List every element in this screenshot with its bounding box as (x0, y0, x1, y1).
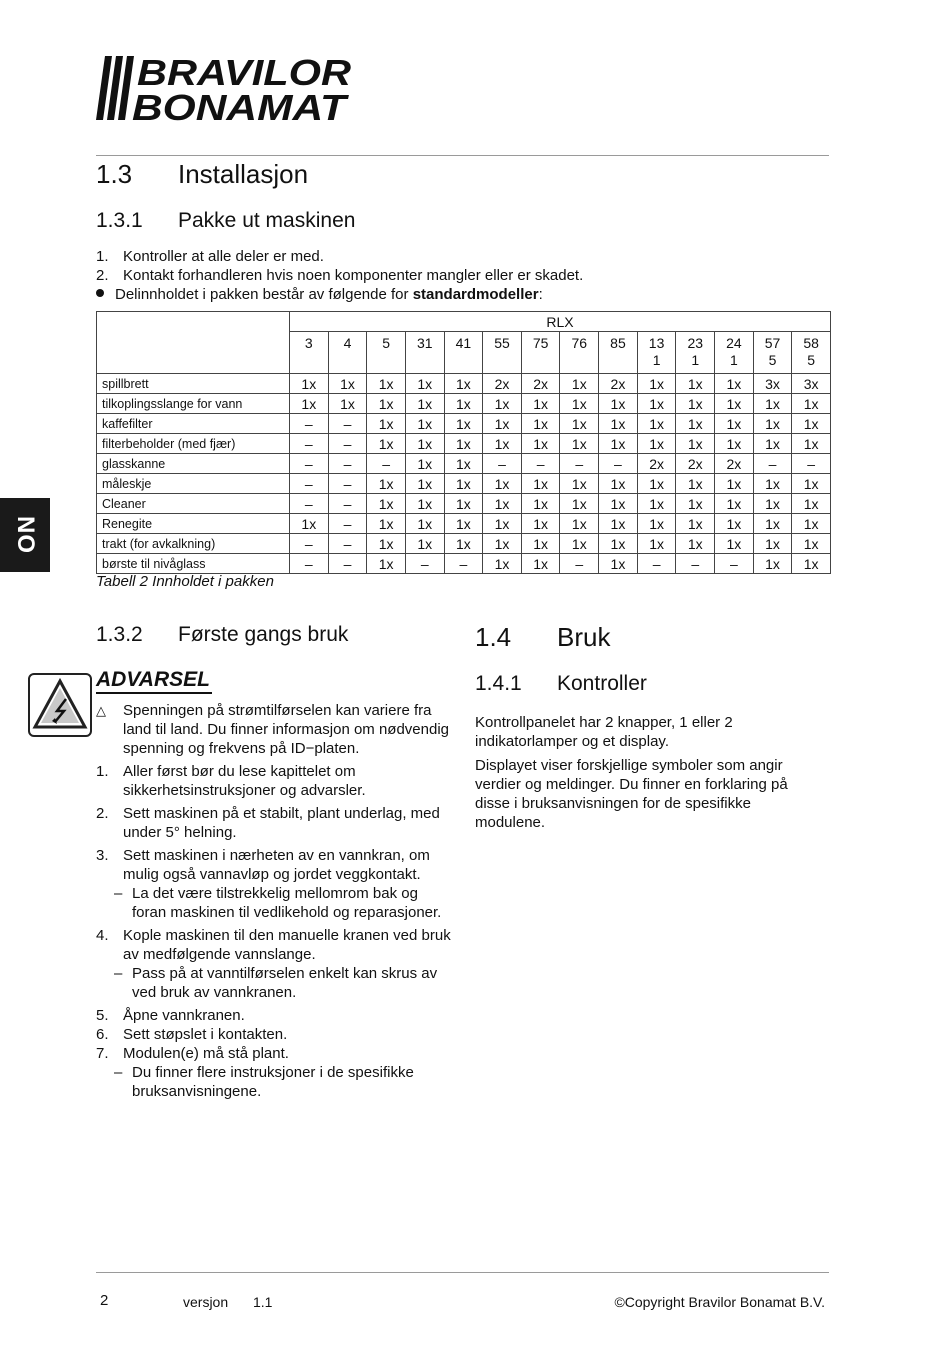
model-header (599, 332, 638, 374)
table-cell: 1x (637, 434, 676, 454)
table-cell: – (290, 554, 329, 574)
table-cell: 1x (560, 514, 599, 534)
table-cell: 1x (405, 474, 444, 494)
table-cell: 1x (521, 394, 560, 414)
table-cell: – (328, 454, 367, 474)
footer-rule (96, 1272, 829, 1273)
table-cell: – (328, 414, 367, 434)
subsection-number: 1.3.2 (96, 623, 143, 646)
step-number: 2. (96, 805, 109, 822)
first-use-steps (96, 701, 456, 1105)
warning-note-text: Spenningen på strømtilførselen kan variere fra land til land. Du finner informasjon om nødvendig spenning og frekvens på ID−platen. (123, 702, 450, 757)
table-corner-cell (97, 312, 290, 374)
step-subitem-text: Pass på at vanntilførselen enkelt kan skrus av ved bruk av vannkranen. (132, 965, 438, 1001)
table-cell: – (753, 454, 792, 474)
table-cell: 1x (715, 374, 754, 394)
table-cell: 1x (521, 494, 560, 514)
table-cell: – (676, 554, 715, 574)
table-cell: 1x (483, 434, 522, 454)
table-cell: 1x (599, 414, 638, 434)
table-cell: 1x (405, 434, 444, 454)
table-cell: – (715, 554, 754, 574)
table-cell: 1x (290, 394, 329, 414)
model-header (290, 332, 329, 374)
table-cell: 1x (637, 514, 676, 534)
table-cell: 1x (560, 374, 599, 394)
model-header (483, 332, 522, 374)
list-text: Kontakt forhandleren hvis noen komponenter mangler eller er skadet. (123, 267, 584, 284)
table-body (97, 374, 831, 574)
table-cell: 1x (483, 514, 522, 534)
table-cell: – (599, 454, 638, 474)
table-cell: 1x (444, 534, 483, 554)
bullet-item (96, 285, 826, 304)
table-cell: 1x (637, 374, 676, 394)
table-cell: – (328, 434, 367, 454)
table-cell: 1x (444, 454, 483, 474)
table-cell: 1x (290, 374, 329, 394)
table-cell: – (405, 554, 444, 574)
model-header (367, 332, 406, 374)
step-subitem-text: Du finner flere instruksjoner i de spesifikke bruksanvisningene. (132, 1064, 414, 1100)
table-cell: 3x (753, 374, 792, 394)
unpack-instructions (96, 247, 826, 304)
list-text: Kontroller at alle deler er med. (123, 248, 324, 265)
table-cell: 1x (483, 534, 522, 554)
model-header (637, 332, 676, 374)
table-cell: – (328, 514, 367, 534)
model-header (676, 332, 715, 374)
table-cell: – (792, 454, 831, 474)
table-cell: 1x (560, 494, 599, 514)
step-list (96, 762, 456, 1105)
model-number-line1: 58 (803, 335, 819, 351)
table-cell: 1x (792, 394, 831, 414)
table-cell: 1x (560, 414, 599, 434)
row-label: måleskje (97, 474, 290, 494)
table-row (97, 434, 831, 454)
bullet-text-end: : (538, 286, 543, 303)
table-cell: 1x (676, 534, 715, 554)
table-cell: – (637, 554, 676, 574)
model-header (405, 332, 444, 374)
table-cell: 1x (715, 414, 754, 434)
table-cell: 1x (367, 414, 406, 434)
bullet-text-start: Delinnholdet i pakken består av følgende for (115, 286, 413, 303)
model-number-line1: 23 (687, 335, 704, 351)
table-cell: 1x (405, 494, 444, 514)
bullet-dot-icon (96, 289, 104, 297)
step-item (96, 1044, 456, 1063)
table-row (97, 494, 831, 514)
subsection-number: 1.3.1 (96, 209, 143, 232)
table-cell: 1x (560, 534, 599, 554)
table-cell: 1x (676, 434, 715, 454)
table-cell: 1x (444, 494, 483, 514)
warning-icon-box (28, 673, 92, 737)
table-cell: – (290, 414, 329, 434)
model-header (328, 332, 367, 374)
row-label: børste til nivåglass (97, 554, 290, 574)
section-number: 1.3 (96, 159, 133, 189)
row-label: Renegite (97, 514, 290, 534)
page-number: 2 (100, 1292, 109, 1309)
table-cell: – (328, 494, 367, 514)
step-number: 1. (96, 763, 109, 780)
table-cell: 1x (405, 534, 444, 554)
table-cell: 1x (715, 474, 754, 494)
list-number: 1. (96, 248, 109, 265)
table-cell: 2x (637, 454, 676, 474)
spacer (96, 1101, 456, 1105)
table-cell: 1x (483, 394, 522, 414)
table-cell: 1x (792, 514, 831, 534)
table-cell: 1x (792, 474, 831, 494)
table-cell: – (328, 554, 367, 574)
step-number: 7. (96, 1045, 109, 1062)
table-cell: 1x (483, 494, 522, 514)
table-cell: 1x (599, 534, 638, 554)
header-rule (96, 155, 829, 156)
model-header (560, 332, 599, 374)
table-cell: – (290, 534, 329, 554)
step-item (96, 762, 456, 800)
step-subitem (96, 964, 456, 1002)
dash-marker: – (114, 885, 123, 902)
table-cell: 3x (792, 374, 831, 394)
table-cell: 1x (637, 494, 676, 514)
dash-marker: – (114, 965, 123, 982)
table-cell: 1x (444, 414, 483, 434)
table-cell: 1x (599, 394, 638, 414)
table-cell: 1x (637, 534, 676, 554)
table-cell: 1x (637, 394, 676, 414)
step-number: 3. (96, 847, 109, 864)
warning-note-symbol: △ (96, 703, 106, 718)
version-number: 1.1 (253, 1294, 273, 1310)
step-item (96, 1006, 456, 1025)
step-item (96, 804, 456, 842)
model-number-line1: 85 (610, 335, 626, 351)
table-cell: 1x (405, 394, 444, 414)
table-caption: Tabell 2 Innholdet i pakken (96, 573, 274, 590)
table-cell: 1x (444, 434, 483, 454)
language-tab-label: NO (12, 516, 39, 554)
model-header (792, 332, 831, 374)
table-cell: – (444, 554, 483, 574)
table-cell: 1x (444, 394, 483, 414)
table-cell: 1x (637, 414, 676, 434)
table-cell: 1x (444, 474, 483, 494)
table-cell: – (290, 474, 329, 494)
table-cell: 1x (792, 534, 831, 554)
table-cell: 1x (637, 474, 676, 494)
table-cell: 1x (290, 514, 329, 534)
table-cell: 1x (521, 474, 560, 494)
table-cell: 1x (715, 494, 754, 514)
step-text: Sett maskinen i nærheten av en vannkran, om mulig også vannavløp og jordet veggkontakt. (123, 847, 430, 883)
model-header (753, 332, 792, 374)
controls-description (475, 713, 825, 837)
table-cell: 1x (599, 434, 638, 454)
table-cell: 1x (715, 514, 754, 534)
table-cell: 1x (753, 394, 792, 414)
table-cell: 1x (715, 434, 754, 454)
row-label: tilkoplingsslange for vann (97, 394, 290, 414)
table-cell: 1x (405, 414, 444, 434)
step-subitem (96, 1063, 456, 1101)
table-cell: 1x (753, 514, 792, 534)
step-text: Aller først bør du lese kapittelet om sikkerhetsinstruksjoner og advarsler. (123, 763, 366, 799)
table-cell: 1x (367, 534, 406, 554)
model-number-line1: 75 (532, 335, 549, 351)
table-row (97, 554, 831, 574)
table-cell: 1x (676, 374, 715, 394)
table-cell: 2x (599, 374, 638, 394)
table-cell: 2x (483, 374, 522, 394)
table-cell: 1x (405, 514, 444, 534)
model-number-line1: 4 (343, 335, 352, 351)
step-subitem (96, 884, 456, 922)
row-label: spillbrett (97, 374, 290, 394)
table-cell: – (328, 474, 367, 494)
list-item (96, 266, 826, 285)
table-cell: 1x (599, 494, 638, 514)
table-cell: 1x (367, 394, 406, 414)
section-heading-installasjon (96, 159, 496, 191)
row-label: trakt (for avkalkning) (97, 534, 290, 554)
step-text: Sett støpslet i kontakten. (123, 1026, 288, 1043)
logo-line1: BRAVILOR (137, 52, 351, 93)
table-cell: – (560, 554, 599, 574)
warning-title: ADVARSEL (96, 668, 212, 694)
step-item (96, 1025, 456, 1044)
table-cell: 1x (521, 414, 560, 434)
row-label: glasskanne (97, 454, 290, 474)
step-number: 6. (96, 1026, 109, 1043)
section-title: Installasjon (178, 159, 309, 189)
list-number: 2. (96, 267, 109, 284)
row-label: Cleaner (97, 494, 290, 514)
table-row (97, 454, 831, 474)
table-cell: 1x (753, 434, 792, 454)
table-cell: – (290, 494, 329, 514)
warning-note (96, 701, 456, 758)
table-row (97, 414, 831, 434)
table-cell: 1x (483, 414, 522, 434)
step-text: Modulen(e) må stå plant. (123, 1045, 289, 1062)
table-cell: 1x (792, 494, 831, 514)
subsection-heading-pakke-ut (96, 209, 496, 235)
logo-line2: BONAMAT (132, 87, 350, 124)
model-number-line1: 41 (455, 335, 472, 351)
model-number-line1: 3 (304, 335, 313, 351)
table-cell: 1x (753, 474, 792, 494)
model-number-line2: 5 (807, 352, 816, 368)
model-header (521, 332, 560, 374)
step-text: Sett maskinen på et stabilt, plant underlag, med under 5° helning. (123, 805, 440, 841)
table-cell: 1x (521, 534, 560, 554)
language-tab (0, 498, 50, 572)
table-cell: 1x (483, 474, 522, 494)
model-number-line1: 76 (571, 335, 588, 351)
table-cell: 1x (753, 534, 792, 554)
paragraph: Displayet viser forskjellige symboler som angir verdier og meldinger. Du finner en forklaring på disse i bruksanvisningen for de spesifikke modulene. (475, 757, 788, 831)
copyright: ©Copyright Bravilor Bonamat B.V. (614, 1294, 825, 1310)
section-heading-bruk (475, 622, 825, 654)
table-cell: 1x (521, 554, 560, 574)
table-cell: 1x (753, 414, 792, 434)
step-number: 5. (96, 1007, 109, 1024)
model-number-line1: 57 (764, 335, 781, 351)
table-cell: 1x (792, 434, 831, 454)
subsection-heading-forste-gangs-bruk (96, 623, 456, 649)
table-cell: 1x (367, 554, 406, 574)
model-number-line2: 1 (652, 352, 661, 368)
paragraph: Kontrollpanelet har 2 knapper, 1 eller 2 indikatorlamper og et display. (475, 714, 733, 750)
table-group-header: RLX (290, 312, 831, 332)
bullet-text (115, 285, 543, 304)
table-cell: 1x (444, 374, 483, 394)
table-cell: 1x (483, 554, 522, 574)
bravilor-bonamat-logo (95, 52, 357, 124)
table-cell: 1x (367, 374, 406, 394)
table-cell: 1x (676, 474, 715, 494)
table-cell: 1x (676, 494, 715, 514)
table-cell: 2x (676, 454, 715, 474)
table-cell: 1x (367, 494, 406, 514)
model-number-line2: 1 (691, 352, 700, 368)
table-cell: 1x (792, 414, 831, 434)
step-number: 4. (96, 927, 109, 944)
table-cell: 1x (367, 474, 406, 494)
list-item (96, 247, 826, 266)
step-subitem-text: La det være tilstrekkelig mellomrom bak og foran maskinen til vedlikehold og reparasjoner. (132, 885, 442, 921)
subsection-title: Pakke ut maskinen (178, 209, 356, 232)
model-number-line2: 5 (768, 352, 777, 368)
table-row (97, 514, 831, 534)
table-cell: 1x (405, 374, 444, 394)
subsection-heading-kontroller (475, 672, 825, 698)
table-cell: 1x (715, 534, 754, 554)
model-header (444, 332, 483, 374)
step-text: Kople maskinen til den manuelle kranen ved bruk av medfølgende vannslange. (123, 927, 451, 963)
model-number-line1: 31 (416, 335, 433, 351)
package-contents-table (96, 311, 831, 574)
table-row (97, 474, 831, 494)
table-cell: – (328, 534, 367, 554)
table-cell: 1x (444, 514, 483, 534)
step-text: Åpne vannkranen. (123, 1007, 245, 1024)
row-label: kaffefilter (97, 414, 290, 434)
table-cell: – (290, 434, 329, 454)
table-cell: 1x (521, 434, 560, 454)
version-label: versjon (183, 1294, 229, 1310)
table-cell: – (367, 454, 406, 474)
table-row (97, 394, 831, 414)
subsection-number: 1.4.1 (475, 672, 522, 695)
dash-marker: – (114, 1064, 123, 1081)
model-number-line1: 13 (648, 335, 665, 351)
table-cell: 1x (715, 394, 754, 414)
table-cell: 1x (560, 474, 599, 494)
model-number-line2: 1 (729, 352, 738, 368)
table-cell: 2x (715, 454, 754, 474)
step-item (96, 846, 456, 884)
table-cell: 1x (792, 554, 831, 574)
bullet-text-bold: standardmodeller (412, 286, 539, 303)
model-header (715, 332, 754, 374)
table-cell: 1x (599, 514, 638, 534)
table-cell: 1x (676, 414, 715, 434)
electric-hazard-icon (30, 675, 90, 735)
model-number-line1: 24 (726, 335, 742, 351)
model-number-line1: 55 (494, 335, 510, 351)
table-cell: 1x (560, 434, 599, 454)
section-title: Bruk (557, 622, 611, 652)
table-cell: 1x (560, 394, 599, 414)
table-cell: 1x (753, 494, 792, 514)
table-row (97, 374, 831, 394)
section-number: 1.4 (475, 622, 512, 652)
table-cell: 1x (367, 514, 406, 534)
table-cell: 1x (753, 554, 792, 574)
table-cell: 1x (676, 394, 715, 414)
table-cell: 1x (676, 514, 715, 534)
subsection-title: Kontroller (557, 672, 647, 695)
table-cell: 1x (521, 514, 560, 534)
step-item (96, 926, 456, 964)
table-cell: 2x (521, 374, 560, 394)
table-cell: – (290, 454, 329, 474)
table-cell: – (560, 454, 599, 474)
table-cell: 1x (328, 374, 367, 394)
subsection-title: Første gangs bruk (178, 623, 349, 646)
table-cell: – (483, 454, 522, 474)
table-cell: 1x (599, 554, 638, 574)
row-label: filterbeholder (med fjær) (97, 434, 290, 454)
table-cell: 1x (328, 394, 367, 414)
table-row (97, 534, 831, 554)
table-cell: – (521, 454, 560, 474)
table-cell: 1x (367, 434, 406, 454)
model-number-line1: 5 (382, 335, 390, 351)
table-cell: 1x (599, 474, 638, 494)
table-cell: 1x (405, 454, 444, 474)
